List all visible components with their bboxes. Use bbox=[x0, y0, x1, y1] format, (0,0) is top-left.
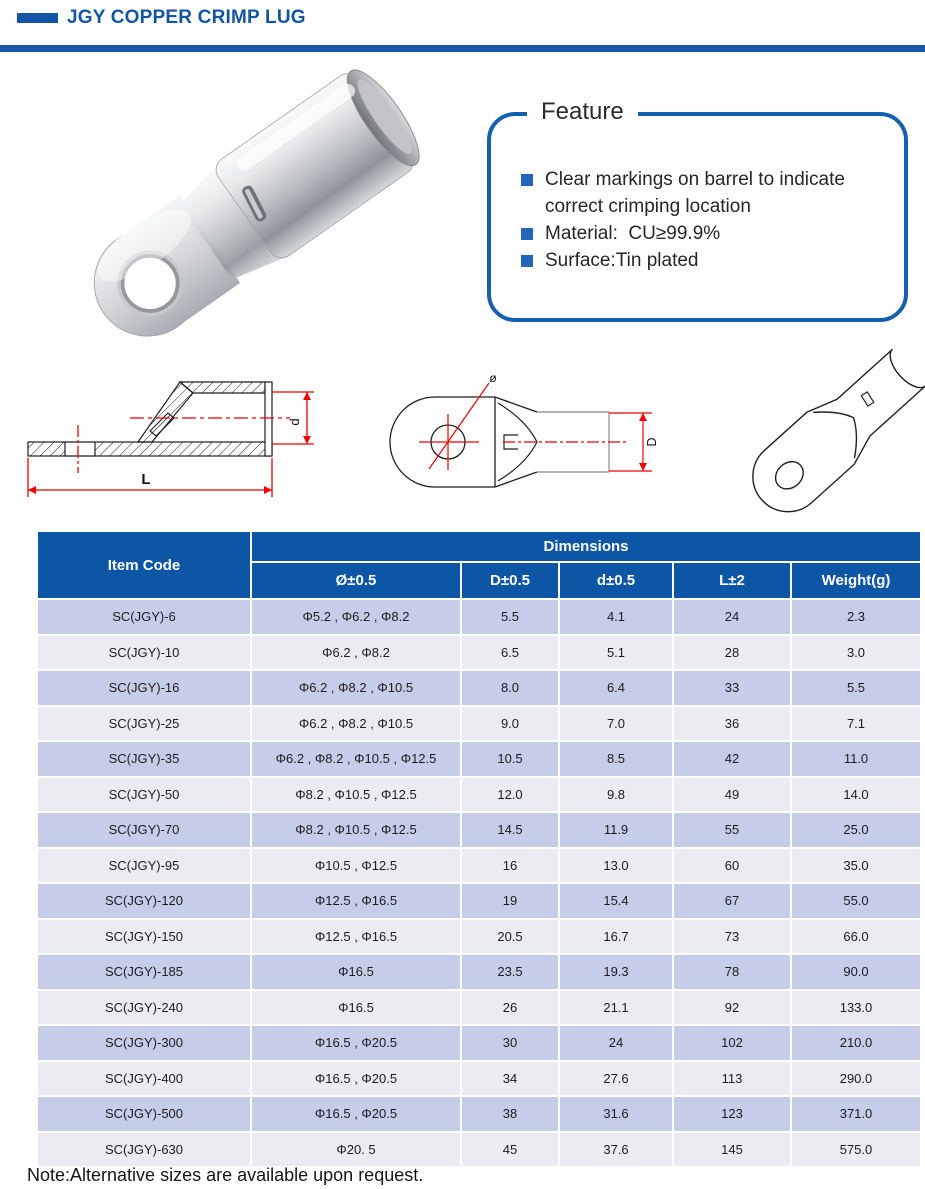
value-cell: 78 bbox=[674, 955, 790, 989]
value-cell: 2.3 bbox=[792, 600, 920, 634]
value-cell: 23.5 bbox=[462, 955, 558, 989]
value-cell: 8.5 bbox=[560, 742, 672, 776]
value-cell: 145 bbox=[674, 1133, 790, 1167]
column-header: D±0.5 bbox=[462, 563, 558, 598]
value-cell: 6.4 bbox=[560, 671, 672, 705]
table-row bbox=[38, 920, 920, 954]
dim-label-d: d bbox=[287, 418, 302, 426]
value-cell: 123 bbox=[674, 1097, 790, 1131]
table-row bbox=[38, 1133, 920, 1167]
value-cell: 49 bbox=[674, 778, 790, 812]
value-cell: 133.0 bbox=[792, 991, 920, 1025]
table-row bbox=[38, 707, 920, 741]
value-cell: Φ16.5 , Φ20.5 bbox=[252, 1062, 460, 1096]
item-code-cell: SC(JGY)-500 bbox=[38, 1097, 250, 1131]
value-cell: 11.0 bbox=[792, 742, 920, 776]
value-cell: 24 bbox=[674, 600, 790, 634]
table-body bbox=[38, 600, 920, 1166]
table-row bbox=[38, 778, 920, 812]
value-cell: Φ12.5 , Φ16.5 bbox=[252, 920, 460, 954]
footer-note: Note:Alternative sizes are available upon request. bbox=[27, 1165, 424, 1185]
value-cell: Φ16.5 , Φ20.5 bbox=[252, 1026, 460, 1060]
header-divider-bar bbox=[0, 45, 925, 52]
value-cell: 21.1 bbox=[560, 991, 672, 1025]
value-cell: 7.0 bbox=[560, 707, 672, 741]
bullet-square-icon bbox=[521, 174, 533, 186]
feature-item bbox=[521, 247, 904, 274]
value-cell: 16.7 bbox=[560, 920, 672, 954]
item-code-cell: SC(JGY)-400 bbox=[38, 1062, 250, 1096]
value-cell: 5.1 bbox=[560, 636, 672, 670]
table-header-row bbox=[38, 532, 920, 561]
value-cell: 8.0 bbox=[462, 671, 558, 705]
table-row bbox=[38, 991, 920, 1025]
item-code-cell: SC(JGY)-95 bbox=[38, 849, 250, 883]
value-cell: 45 bbox=[462, 1133, 558, 1167]
value-cell: 10.5 bbox=[462, 742, 558, 776]
value-cell: 30 bbox=[462, 1026, 558, 1060]
column-header: d±0.5 bbox=[560, 563, 672, 598]
value-cell: Φ8.2 , Φ10.5 , Φ12.5 bbox=[252, 813, 460, 847]
item-code-cell: SC(JGY)-150 bbox=[38, 920, 250, 954]
value-cell: 34 bbox=[462, 1062, 558, 1096]
value-cell: 35.0 bbox=[792, 849, 920, 883]
value-cell: 102 bbox=[674, 1026, 790, 1060]
table-row bbox=[38, 671, 920, 705]
value-cell: 11.9 bbox=[560, 813, 672, 847]
spec-table bbox=[36, 530, 922, 1168]
value-cell: 55.0 bbox=[792, 884, 920, 918]
feature-title: Feature bbox=[527, 98, 638, 126]
value-cell: 27.6 bbox=[560, 1062, 672, 1096]
value-cell: 26 bbox=[462, 991, 558, 1025]
table-row bbox=[38, 1097, 920, 1131]
item-code-cell: SC(JGY)-6 bbox=[38, 600, 250, 634]
feature-item bbox=[521, 220, 904, 247]
value-cell: 42 bbox=[674, 742, 790, 776]
table-row bbox=[38, 636, 920, 670]
value-cell: Φ6.2 , Φ8.2 , Φ10.5 bbox=[252, 671, 460, 705]
table-row bbox=[38, 849, 920, 883]
page-title: JGY COPPER CRIMP LUG bbox=[67, 7, 306, 28]
value-cell: 19 bbox=[462, 884, 558, 918]
item-code-cell: SC(JGY)-185 bbox=[38, 955, 250, 989]
column-header: Ø±0.5 bbox=[252, 563, 460, 598]
bullet-square-icon bbox=[521, 228, 533, 240]
value-cell: 575.0 bbox=[792, 1133, 920, 1167]
value-cell: 14.0 bbox=[792, 778, 920, 812]
value-cell: 3.0 bbox=[792, 636, 920, 670]
value-cell: 371.0 bbox=[792, 1097, 920, 1131]
table-row bbox=[38, 813, 920, 847]
value-cell: Φ10.5 , Φ12.5 bbox=[252, 849, 460, 883]
item-code-cell: SC(JGY)-300 bbox=[38, 1026, 250, 1060]
value-cell: Φ6.2 , Φ8.2 , Φ10.5 , Φ12.5 bbox=[252, 742, 460, 776]
table-row bbox=[38, 955, 920, 989]
value-cell: 66.0 bbox=[792, 920, 920, 954]
value-cell: 290.0 bbox=[792, 1062, 920, 1096]
value-cell: 24 bbox=[560, 1026, 672, 1060]
feature-item bbox=[521, 166, 904, 220]
product-photo bbox=[42, 66, 462, 351]
value-cell: 36 bbox=[674, 707, 790, 741]
table-row bbox=[38, 884, 920, 918]
dim-label-D: D bbox=[645, 437, 659, 447]
dimensions-header: Dimensions bbox=[252, 532, 920, 561]
value-cell: 25.0 bbox=[792, 813, 920, 847]
value-cell: Φ5.2 , Φ6.2 , Φ8.2 bbox=[252, 600, 460, 634]
feature-item-text: Surface:Tin plated bbox=[545, 250, 699, 271]
value-cell: 38 bbox=[462, 1097, 558, 1131]
value-cell: 92 bbox=[674, 991, 790, 1025]
table-row bbox=[38, 1062, 920, 1096]
value-cell: 9.0 bbox=[462, 707, 558, 741]
title-accent-rect bbox=[17, 13, 58, 23]
dim-label-phi: ø bbox=[489, 371, 497, 385]
value-cell: 6.5 bbox=[462, 636, 558, 670]
value-cell: 31.6 bbox=[560, 1097, 672, 1131]
value-cell: Φ8.2 , Φ10.5 , Φ12.5 bbox=[252, 778, 460, 812]
value-cell: Φ20. 5 bbox=[252, 1133, 460, 1167]
value-cell: 13.0 bbox=[560, 849, 672, 883]
value-cell: Φ6.2 , Φ8.2 bbox=[252, 636, 460, 670]
value-cell: 5.5 bbox=[462, 600, 558, 634]
item-code-cell: SC(JGY)-25 bbox=[38, 707, 250, 741]
value-cell: 16 bbox=[462, 849, 558, 883]
item-code-cell: SC(JGY)-120 bbox=[38, 884, 250, 918]
feature-list bbox=[491, 166, 904, 274]
value-cell: Φ16.5 bbox=[252, 955, 460, 989]
value-cell: 55 bbox=[674, 813, 790, 847]
value-cell: 19.3 bbox=[560, 955, 672, 989]
item-code-header: Item Code bbox=[38, 532, 250, 598]
top-view-drawing bbox=[385, 370, 685, 495]
value-cell: Φ6.2 , Φ8.2 , Φ10.5 bbox=[252, 707, 460, 741]
value-cell: 14.5 bbox=[462, 813, 558, 847]
value-cell: 15.4 bbox=[560, 884, 672, 918]
value-cell: 37.6 bbox=[560, 1133, 672, 1167]
item-code-cell: SC(JGY)-50 bbox=[38, 778, 250, 812]
table-row bbox=[38, 1026, 920, 1060]
value-cell: 73 bbox=[674, 920, 790, 954]
value-cell: 9.8 bbox=[560, 778, 672, 812]
column-header: L±2 bbox=[674, 563, 790, 598]
value-cell: 4.1 bbox=[560, 600, 672, 634]
value-cell: 67 bbox=[674, 884, 790, 918]
item-code-cell: SC(JGY)-10 bbox=[38, 636, 250, 670]
feature-box bbox=[487, 98, 908, 322]
value-cell: 7.1 bbox=[792, 707, 920, 741]
item-code-cell: SC(JGY)-240 bbox=[38, 991, 250, 1025]
item-code-cell: SC(JGY)-16 bbox=[38, 671, 250, 705]
value-cell: Φ12.5 , Φ16.5 bbox=[252, 884, 460, 918]
value-cell: Φ16.5 , Φ20.5 bbox=[252, 1097, 460, 1131]
feature-item-text: Material: CU≥99.9% bbox=[545, 223, 721, 244]
item-code-cell: SC(JGY)-630 bbox=[38, 1133, 250, 1167]
value-cell: 20.5 bbox=[462, 920, 558, 954]
bullet-square-icon bbox=[521, 255, 533, 267]
value-cell: 60 bbox=[674, 849, 790, 883]
item-code-cell: SC(JGY)-35 bbox=[38, 742, 250, 776]
isometric-drawing bbox=[735, 335, 925, 515]
value-cell: 90.0 bbox=[792, 955, 920, 989]
value-cell: 12.0 bbox=[462, 778, 558, 812]
item-code-cell: SC(JGY)-70 bbox=[38, 813, 250, 847]
value-cell: 5.5 bbox=[792, 671, 920, 705]
dim-label-L: L bbox=[141, 471, 151, 488]
table-row bbox=[38, 742, 920, 776]
value-cell: 210.0 bbox=[792, 1026, 920, 1060]
feature-item-text: Clear markings on barrel to indicate correct crimping location bbox=[545, 169, 851, 217]
table-row bbox=[38, 600, 920, 634]
value-cell: Φ16.5 bbox=[252, 991, 460, 1025]
value-cell: 28 bbox=[674, 636, 790, 670]
column-header: Weight(g) bbox=[792, 563, 920, 598]
side-section-drawing bbox=[12, 355, 322, 505]
value-cell: 113 bbox=[674, 1062, 790, 1096]
value-cell: 33 bbox=[674, 671, 790, 705]
